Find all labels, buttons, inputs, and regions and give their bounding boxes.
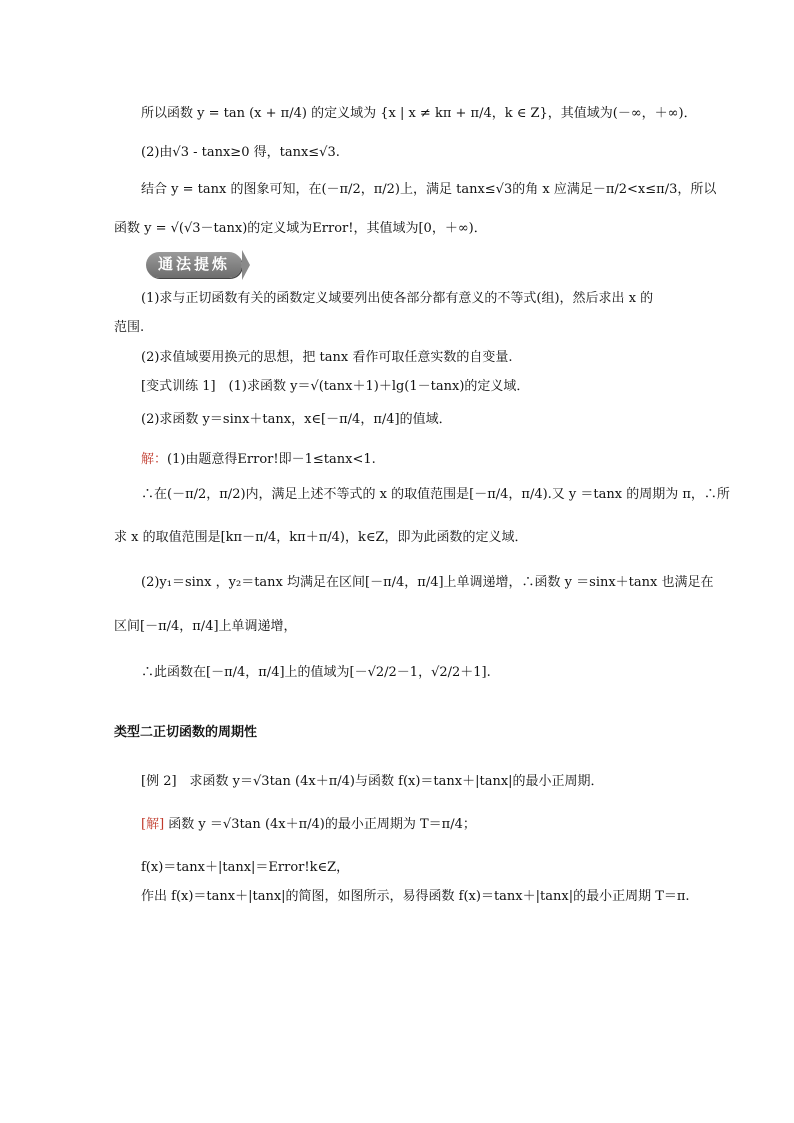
line-solution-3: 求 x 的取值范围是[kπ－π/4，kπ＋π/4)，k∈Z，即为此函数的定义域． [114,530,528,545]
line-method-2: (2)求值域要用换元的思想，把 tanx 看作可取任意实数的自变量. [141,350,513,365]
line-example-2-solution [141,815,476,835]
solution-bracket-text: 函数 y ＝√3tan (4x＋π/4)的最小正周期为 T＝π/4； [168,817,476,832]
section-heading-type2: 类型二正切函数的周期性 [114,724,258,739]
line-function-domain: 函数 y = √(√3－tanx)的定义域为Error!，其值域为[0，＋∞)． [114,221,487,236]
line-solution-6: ∴此函数在[－π/4，π/4]上的值域为[－√2/2－1，√2/2＋1]. [141,665,491,680]
line-solution-2: ∴在(－π/2，π/2)内，满足上述不等式的 x 的取值范围是[－π/4，π/4).又 y ＝tanx 的周期为 π，∴所 [141,487,730,502]
line-exercise-1: [变式训练 1] (1)求函数 y＝√(tanx＋1)＋lg(1－tanx)的定义域． [141,379,530,394]
line-piecewise: f(x)＝tanx＋|tanx|＝Error!k∈Z， [141,860,350,875]
line-example-2: [例 2] 求函数 y＝√3tan (4x＋π/4)与函数 f(x)＝tanx＋|tanx|的最小正周期． [141,774,604,789]
line-solution-5: 区间[－π/4，π/4]上单调递增， [114,619,297,634]
line-exercise-2: (2)求函数 y＝sinx＋tanx，x∈[－π/4，π/4]的值域． [141,412,452,427]
solution-label: 解： [141,452,168,467]
line-method-1-cont: 范围. [114,320,145,335]
line-solution-4: (2)y₁＝sinx ，y₂＝tanx 均满足在区间[－π/4，π/4]上单调递增，∴函数 y ＝sinx＋tanx 也满足在 [141,575,714,590]
line-solution-1 [141,450,376,470]
badge-decoration [242,250,250,280]
line-method-1: (1)求与正切函数有关的函数定义域要列出使各部分都有意义的不等式(组)，然后求出 x 的 [141,291,654,306]
line-combine-graph: 结合 y = tanx 的图象可知，在(－π/2，π/2)上，满足 tanx≤√3的角 x 应满足－π/2<x≤π/3，所以 [141,182,717,197]
solution-bracket-label: [解] [141,817,165,832]
line-part2-start: (2)由√3 - tanx≥0 得，tanx≤√3. [141,145,340,160]
section-badge: 通法提炼 [146,252,242,278]
line-domain-result: 所以函数 y = tan (x + π/4) 的定义域为 {x | x ≠ kπ + π/4，k ∈ Z}，其值域为(－∞，＋∞)． [141,106,697,121]
line-period-conclusion: 作出 f(x)＝tanx＋|tanx|的简图，如图所示，易得函数 f(x)＝tanx＋|tanx|的最小正周期 T＝π. [141,889,690,904]
solution-text: (1)由题意得Error!即－1≤tanx<1. [167,452,376,467]
